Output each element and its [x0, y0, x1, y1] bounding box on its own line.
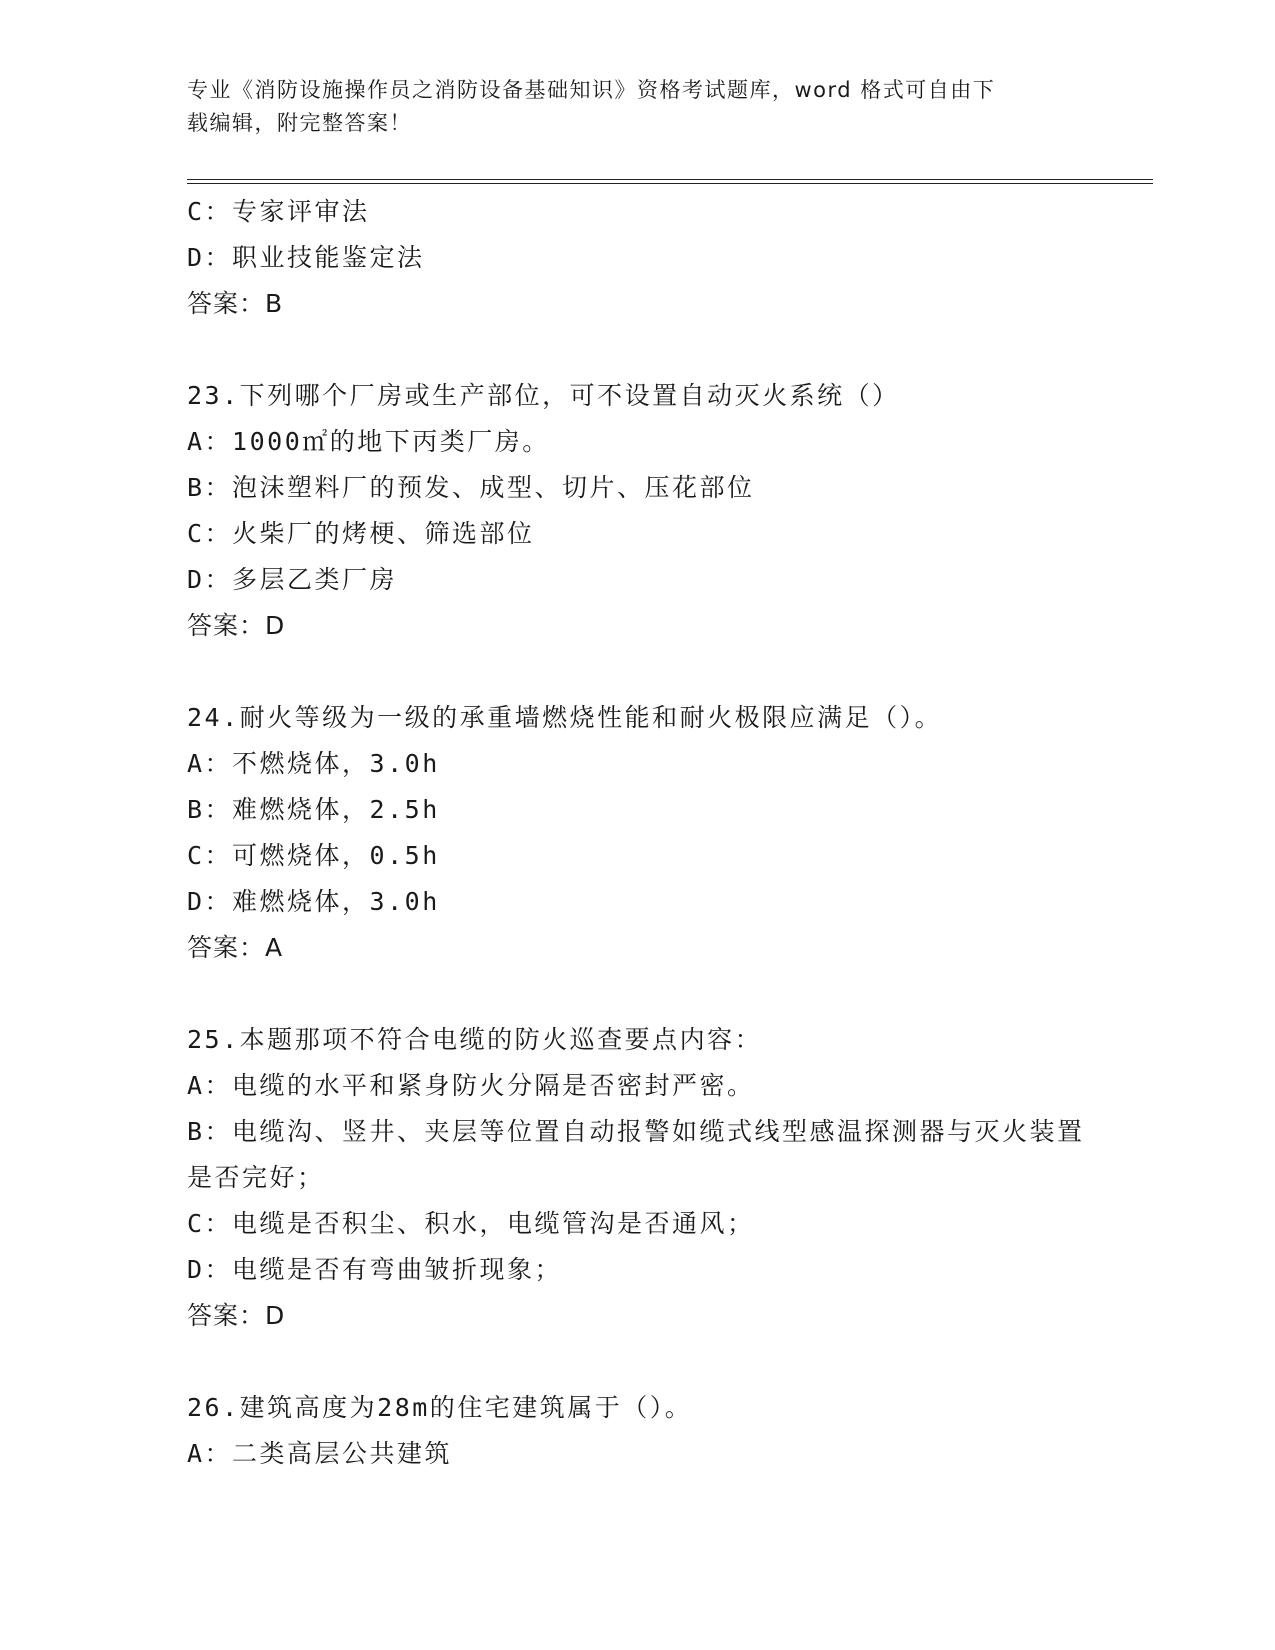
question-26 [187, 1385, 1087, 1477]
option-b: B：泡沫塑料厂的预发、成型、切片、压花部位 [187, 473, 755, 502]
question-stem: 26.建筑高度为28m的住宅建筑属于（）。 [187, 1393, 693, 1422]
header-line-2: 载编辑，附完整答案！ [187, 111, 412, 135]
option-d: D：多层乙类厂房 [187, 565, 398, 594]
option-c: C：火柴厂的烤梗、筛选部位 [187, 519, 535, 548]
header-divider-top [187, 179, 1153, 180]
answer: 答案：B [187, 289, 284, 318]
option-c: C：可燃烧体，0.5h [187, 841, 440, 870]
header-divider-bottom [187, 183, 1153, 184]
option-a: A：二类高层公共建筑 [187, 1439, 453, 1468]
answer: 答案：D [187, 611, 286, 640]
question-25 [187, 1017, 1087, 1339]
header-line-1: 专业《消防设施操作员之消防设备基础知识》资格考试题库，word 格式可自由下 [187, 78, 996, 102]
spacer [187, 971, 1087, 1017]
spacer [187, 1339, 1087, 1385]
option-b: B：难燃烧体，2.5h [187, 795, 440, 824]
option-a: A：1000㎡的地下丙类厂房。 [187, 427, 550, 456]
option-d: D：职业技能鉴定法 [187, 243, 425, 272]
question-stem: 23.下列哪个厂房或生产部位，可不设置自动灭火系统（） [187, 381, 900, 410]
document-header [187, 74, 1087, 140]
option-d: D：难燃烧体，3.0h [187, 887, 440, 916]
answer: 答案：D [187, 1301, 286, 1330]
question-23 [187, 373, 1087, 649]
option-b: B：电缆沟、竖井、夹层等位置自动报警如缆式线型感温探测器与灭火装置是否完好； [187, 1117, 1085, 1192]
question-stem: 25.本题那项不符合电缆的防火巡查要点内容： [187, 1025, 763, 1054]
option-a: A：电缆的水平和紧身防火分隔是否密封严密。 [187, 1071, 755, 1100]
option-c: C：电缆是否积尘、积水，电缆管沟是否通风； [187, 1209, 755, 1238]
option-a: A：不燃烧体，3.0h [187, 749, 440, 778]
option-d: D：电缆是否有弯曲皱折现象； [187, 1255, 563, 1284]
question-24 [187, 695, 1087, 971]
option-c: C：专家评审法 [187, 197, 370, 226]
spacer [187, 327, 1087, 373]
question-stem: 24.耐火等级为一级的承重墙燃烧性能和耐火极限应满足（）。 [187, 703, 943, 732]
spacer [187, 649, 1087, 695]
previous-question-tail [187, 189, 1087, 327]
question-content [187, 189, 1087, 1477]
answer: 答案：A [187, 933, 284, 962]
